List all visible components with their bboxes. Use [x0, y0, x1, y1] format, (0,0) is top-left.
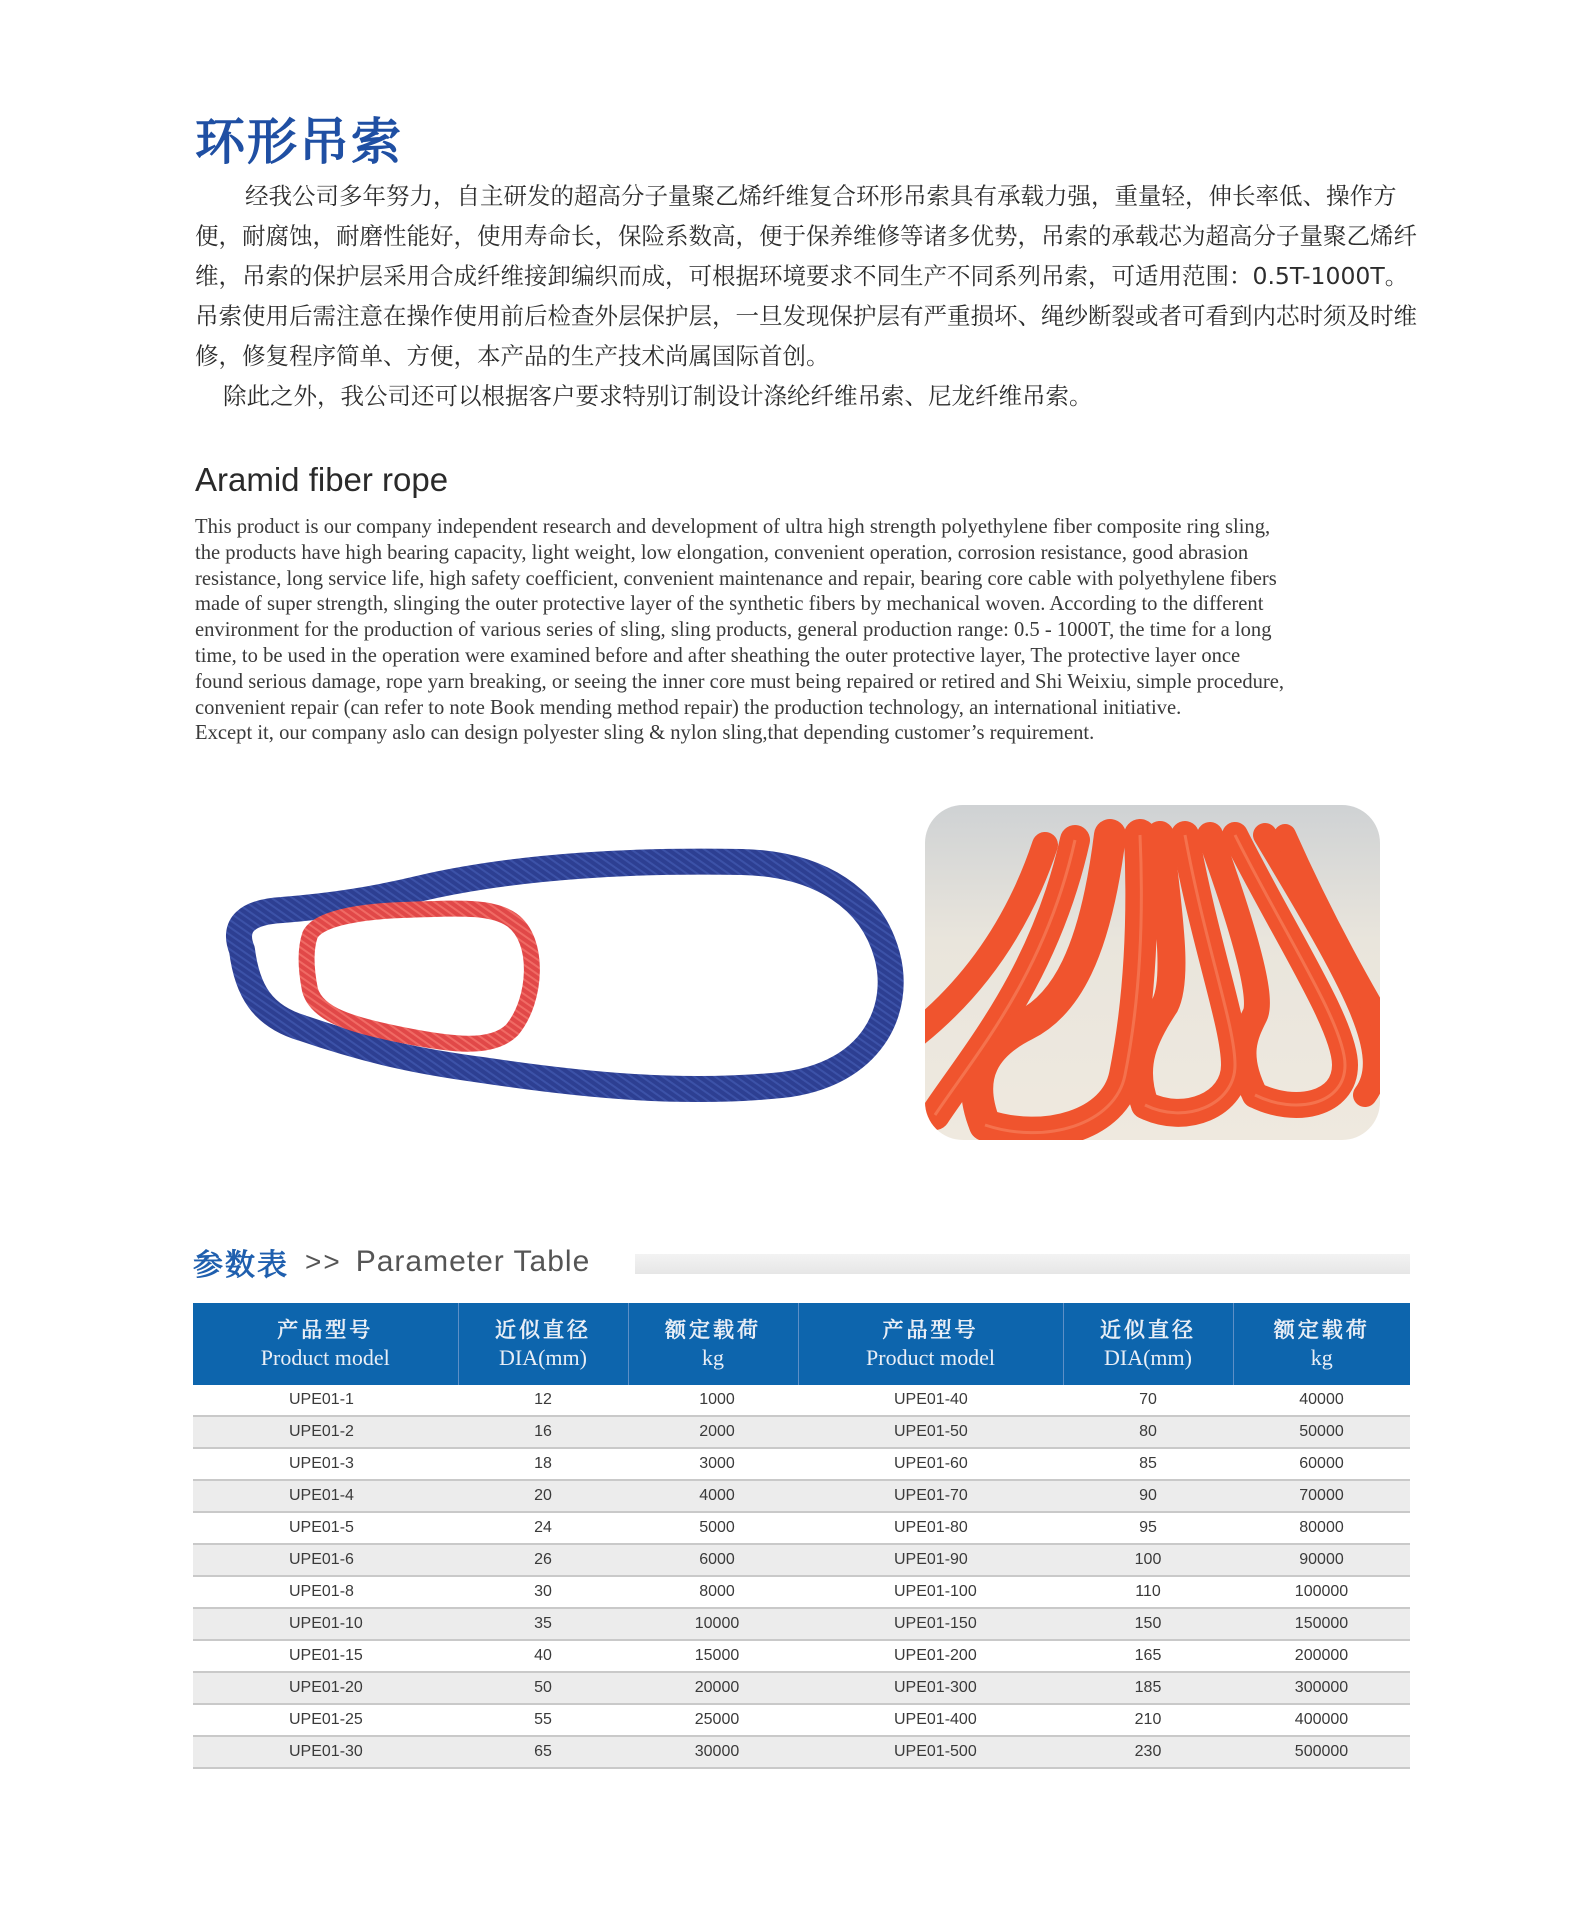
cell-load: 2000 [628, 1416, 798, 1448]
cell-model: UPE01-6 [193, 1544, 458, 1576]
cell-model: UPE01-25 [193, 1704, 458, 1736]
cell-load: 30000 [628, 1736, 798, 1768]
cell-model: UPE01-100 [798, 1576, 1063, 1608]
cell-load: 200000 [1233, 1640, 1410, 1672]
cell-diameter: 165 [1063, 1640, 1233, 1672]
cell-diameter: 210 [1063, 1704, 1233, 1736]
table-row [193, 1385, 1410, 1416]
cell-diameter: 55 [458, 1704, 628, 1736]
cell-load: 90000 [1233, 1544, 1410, 1576]
english-line: made of super strength, slinging the outer protective layer of the synthetic fibers by mechanical woven. According to the different [195, 593, 1264, 616]
cell-diameter: 35 [458, 1608, 628, 1640]
cell-load: 300000 [1233, 1672, 1410, 1704]
table-row [193, 1672, 1410, 1704]
cell-load: 8000 [628, 1576, 798, 1608]
cell-load: 10000 [628, 1608, 798, 1640]
cell-load: 5000 [628, 1512, 798, 1544]
cell-diameter: 100 [1063, 1544, 1233, 1576]
table-row [193, 1704, 1410, 1736]
cell-model: UPE01-30 [193, 1736, 458, 1768]
cell-model: UPE01-40 [798, 1385, 1063, 1416]
parameter-table-heading [193, 1240, 590, 1284]
cell-load: 3000 [628, 1448, 798, 1480]
cell-load: 60000 [1233, 1448, 1410, 1480]
cell-model: UPE01-60 [798, 1448, 1063, 1480]
cell-model: UPE01-200 [798, 1640, 1063, 1672]
cell-load: 4000 [628, 1480, 798, 1512]
cell-model: UPE01-15 [193, 1640, 458, 1672]
cell-load: 70000 [1233, 1480, 1410, 1512]
english-line: the products have high bearing capacity, light weight, low elongation, convenient operation, corrosion resistance, good abrasion [195, 541, 1249, 564]
chinese-paragraph-2: 除此之外，我公司还可以根据客户要求特别订制设计涤纶纤维吊索、尼龙纤维吊索。 [223, 382, 1093, 410]
cell-load: 100000 [1233, 1576, 1410, 1608]
cell-diameter: 70 [1063, 1385, 1233, 1416]
cell-model: UPE01-90 [798, 1544, 1063, 1576]
cell-diameter: 230 [1063, 1736, 1233, 1768]
english-line: resistance, long service life, high safety coefficient, convenient maintenance and repair, bearing core cable with polyethylene fibers [195, 567, 1277, 590]
table-row [193, 1736, 1410, 1768]
cell-load: 50000 [1233, 1416, 1410, 1448]
cell-model: UPE01-8 [193, 1576, 458, 1608]
cell-load: 150000 [1233, 1608, 1410, 1640]
english-line: environment for the production of various series of sling, sling products, general production range: 0.5 - 1000T, the time for a long [195, 619, 1272, 642]
cell-diameter: 26 [458, 1544, 628, 1576]
ring-sling-photo-orange [925, 805, 1380, 1140]
cell-model: UPE01-150 [798, 1608, 1063, 1640]
english-line: This product is our company independent research and development of ultra high strength polyethylene fiber composite ring sling, [195, 516, 1271, 538]
column-header-load: 额定载荷 kg [628, 1303, 798, 1385]
cell-diameter: 85 [1063, 1448, 1233, 1480]
cell-load: 20000 [628, 1672, 798, 1704]
cell-load: 500000 [1233, 1736, 1410, 1768]
cell-model: UPE01-50 [798, 1416, 1063, 1448]
table-row [193, 1416, 1410, 1448]
cell-diameter: 90 [1063, 1480, 1233, 1512]
cell-model: UPE01-300 [798, 1672, 1063, 1704]
chinese-description [195, 176, 1425, 416]
cell-diameter: 80 [1063, 1416, 1233, 1448]
cell-diameter: 150 [1063, 1608, 1233, 1640]
cell-model: UPE01-500 [798, 1736, 1063, 1768]
english-heading: Aramid fiber rope [195, 461, 449, 498]
heading-divider-bar [635, 1254, 1410, 1274]
column-header-diameter: 近似直径 DIA(mm) [1063, 1303, 1233, 1385]
cell-diameter: 20 [458, 1480, 628, 1512]
parameter-table [193, 1303, 1410, 1769]
cell-diameter: 185 [1063, 1672, 1233, 1704]
cell-model: UPE01-80 [798, 1512, 1063, 1544]
cell-load: 80000 [1233, 1512, 1410, 1544]
cell-diameter: 12 [458, 1385, 628, 1416]
cell-model: UPE01-10 [193, 1608, 458, 1640]
double-chevron-right-icon: >> [305, 1246, 342, 1277]
cell-diameter: 50 [458, 1672, 628, 1704]
cell-model: UPE01-70 [798, 1480, 1063, 1512]
cell-load: 400000 [1233, 1704, 1410, 1736]
chinese-paragraph-1: 经我公司多年努力，自主研发的超高分子量聚乙烯纤维复合环形吊索具有承载力强，重量轻，伸长率低、操作方便，耐腐蚀，耐磨性能好，使用寿命长，保险系数高，便于保养维修等诸多优势，吊索的承载芯为超高分子量聚乙烯纤维，吊索的保护层采用合成纤维接卸编织而成，可根据环境要求不同生产不同系列吊索，可适用范围：0.5T-1000T。吊索使用后需注意在操作使用前后检查外层保护层，一旦发现保护层有严重损坏、绳纱断裂或者可看到内芯时须及时维修，修复程序简单、方便，本产品的生产技术尚属国际首创。 [195, 182, 1417, 370]
table-row [193, 1640, 1410, 1672]
english-line: convenient repair (can refer to note Book mending method repair) the production technology, an international initiative. [195, 696, 1182, 719]
cell-model: UPE01-3 [193, 1448, 458, 1480]
table-row [193, 1480, 1410, 1512]
cell-diameter: 65 [458, 1736, 628, 1768]
parameter-heading-cn: 参数表 [193, 1248, 289, 1283]
cell-diameter: 18 [458, 1448, 628, 1480]
cell-model: UPE01-400 [798, 1704, 1063, 1736]
cell-load: 25000 [628, 1704, 798, 1736]
cell-load: 1000 [628, 1385, 798, 1416]
table-row [193, 1608, 1410, 1640]
cell-diameter: 40 [458, 1640, 628, 1672]
english-line: time, to be used in the operation were examined before and after sheathing the outer protective layer, The protective layer once [195, 644, 1241, 667]
cell-model: UPE01-1 [193, 1385, 458, 1416]
cell-load: 6000 [628, 1544, 798, 1576]
column-header-model: 产品型号 Product model [193, 1303, 458, 1385]
cell-model: UPE01-4 [193, 1480, 458, 1512]
column-header-model: 产品型号 Product model [798, 1303, 1063, 1385]
table-row [193, 1512, 1410, 1544]
cell-load: 15000 [628, 1640, 798, 1672]
cell-diameter: 24 [458, 1512, 628, 1544]
cell-diameter: 30 [458, 1576, 628, 1608]
page-title: 环形吊索 [195, 111, 403, 171]
english-description [195, 515, 1435, 747]
cell-model: UPE01-20 [193, 1672, 458, 1704]
cell-diameter: 110 [1063, 1576, 1233, 1608]
parameter-heading-en: Parameter Table [355, 1245, 591, 1278]
ring-sling-photo-blue-red [222, 840, 922, 1110]
table-row [193, 1576, 1410, 1608]
cell-diameter: 16 [458, 1416, 628, 1448]
column-header-diameter: 近似直径 DIA(mm) [458, 1303, 628, 1385]
table-row [193, 1448, 1410, 1480]
cell-diameter: 95 [1063, 1512, 1233, 1544]
table-header-row [193, 1303, 1410, 1385]
english-line: found serious damage, rope yarn breaking, or seeing the inner core must being repaired or retired and Shi Weixiu, simple procedure, [195, 670, 1285, 693]
english-line: Except it, our company aslo can design polyester sling & nylon sling,that depending customer’s requirement. [195, 722, 1095, 745]
cell-model: UPE01-2 [193, 1416, 458, 1448]
cell-load: 40000 [1233, 1385, 1410, 1416]
column-header-load: 额定载荷 kg [1233, 1303, 1410, 1385]
table-row [193, 1544, 1410, 1576]
cell-model: UPE01-5 [193, 1512, 458, 1544]
